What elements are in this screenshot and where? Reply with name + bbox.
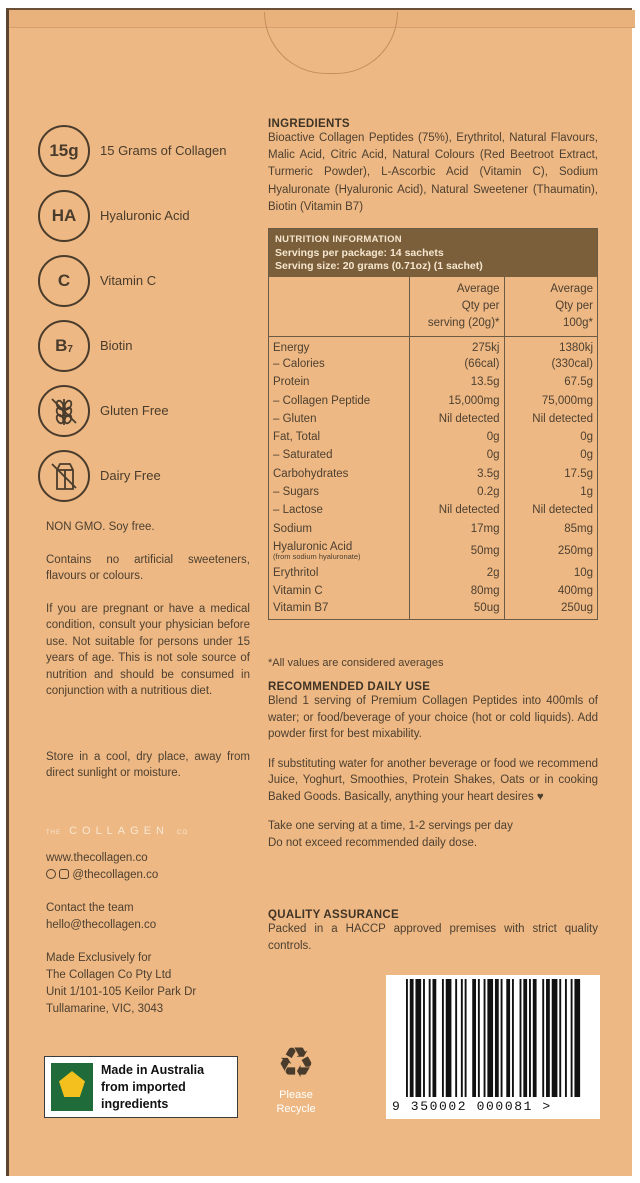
claim-collagen [38,118,258,183]
made-in-australia-text [101,1062,204,1113]
claim-label: Gluten Free [100,403,169,418]
per-serving-value: 0g [409,446,504,464]
nutrient-name: Vitamin C [273,585,323,598]
badge-letter: B [55,335,68,355]
nutrient-name: – Saturated [273,449,333,462]
table-row [269,465,597,483]
social-handle[interactable] [46,867,246,884]
biotin-badge [38,320,90,372]
barcode [386,975,600,1119]
claim-label: 15 Grams of Collagen [100,143,227,158]
per-100g-value: 0g [504,428,597,446]
claims-list [38,118,258,508]
table-row [269,600,597,618]
nutrient-name: Fat, Total [273,431,321,444]
recycle-mark [265,1038,327,1116]
claim-vitamin-c [38,248,258,313]
table-row [269,483,597,501]
website-block [46,850,246,884]
nutrition-panel [268,228,598,620]
per-serving-value: Nil detected [409,501,504,519]
collagen-15g-badge: 15g [38,125,90,177]
per-serving-value: 50ug [409,600,504,618]
instagram-icon [59,869,69,879]
kangaroo-logo-icon [51,1063,93,1111]
footnote-section [268,655,598,672]
address-line: Tullamarine, VIC, 3043 [46,1003,164,1015]
non-gmo-text: NON GMO. Soy free. [46,521,155,533]
daily-use-p3a: Take one serving at a time, 1-2 servings per day [268,820,513,832]
nutrient-name: – Sugars [273,486,320,499]
table-header-row [269,277,597,337]
hyaluronic-acid-badge: HA [38,190,90,242]
per-100g-value: Nil detected [504,410,597,428]
social-handle-text: @thecollagen.co [72,869,159,881]
daily-use-p3b: Do not exceed recommended daily dose. [268,836,478,849]
nutrient-name: Energy [273,341,310,354]
per-serving-value: 0.2g [409,483,504,501]
brand-prefix: THE [46,830,61,836]
per-serving-value: 15,000mg [409,391,504,409]
made-in-australia-label [44,1056,238,1118]
per-100g-value: (330cal) [504,355,597,373]
daily-use-p1: Blend 1 serving of Premium Collagen Peptides into 400mls of water; or food/beverage of your choice (hot or cold liquids). Add powder first for best mixability. [268,695,598,740]
per-serving-value: 80mg [409,582,504,600]
per-serving-value: 13.5g [409,373,504,391]
header-blank [269,277,409,337]
manufacturer-block [46,950,246,1018]
nutrient-name: – Collagen Peptide [273,394,371,407]
per-100g-value: 250mg [504,538,597,564]
nutrient-name-text: Hyaluronic Acid [273,540,353,553]
nutrient-name [269,538,409,564]
contact-label: Contact the team [46,902,134,914]
aus-line: from imported [101,1079,186,1094]
facebook-icon [46,869,56,879]
wheat-crossed-icon [38,385,90,437]
milk-carton-crossed-icon [38,450,90,502]
daily-use-p2: If substituting water for another beverage or food we recommend Juice, Yoghurt, Smoothies, Protein Shakes, Oats or in cooking Baked Goods. Basically, anything your heart desires ♥ [268,757,598,803]
barcode-bars [406,979,582,1097]
quality-title: QUALITY ASSURANCE [268,909,399,921]
recycle-icon: ♻ [277,1039,315,1086]
brand-wordmark [46,825,188,837]
recycle-line: Please [279,1089,313,1101]
per-100g-value: 67.5g [504,373,597,391]
per-100g-value: 17.5g [504,465,597,483]
daily-use-section [268,681,598,851]
aus-line: Made in Australia [101,1062,205,1077]
contact-block [46,900,246,934]
claim-label: Vitamin C [100,273,157,288]
ingredients-section [268,118,598,216]
tuck-notch [264,12,398,74]
storage-text: Store in a cool, dry place, away from direct sunlight or moisture. [46,751,250,780]
claim-label: Dairy Free [100,468,161,483]
table-row [269,355,597,373]
nutrient-name-sub: (from sodium hyaluronate) [273,551,361,561]
no-artificial-text: Contains no artificial sweeteners, flavours or colours. [46,554,250,583]
table-row [269,446,597,464]
serving-size: Serving size: 20 grams (0.71oz) (1 sachet) [275,260,483,272]
per-serving-value: 17mg [409,519,504,537]
warning-text: If you are pregnant or have a medical condition, consult your physician before use. Not suitable for persons under 15 years of age. This is not sole source of nutrition and should be consumed in conjunction with a nutritious diet. [46,603,250,698]
barcode-digits: 9 350002 000081 > [392,1099,552,1114]
header-per-serving: Average Qty per serving (20g)* [409,277,504,337]
table-row [269,582,597,600]
per-100g-value: 1g [504,483,597,501]
per-serving-value: 2g [409,564,504,582]
table-row [269,391,597,409]
aus-line: ingredients [101,1096,169,1111]
ingredients-text: Bioactive Collagen Peptides (75%), Erythritol, Natural Flavours, Malic Acid, Citric Acid, Natural Colours (Red Beetroot Extract, Turmeric Powder), L-Ascorbic Acid (Vitamin C), Sodium Hyaluronate (Hyaluronic Acid), Natural Sweetener (Thaumatin), Biotin (Vitamin B7) [268,132,598,213]
nutrient-name: – Gluten [273,412,317,425]
table-row [269,519,597,537]
nutrient-name: Erythritol [273,566,319,579]
recycle-line: Recycle [276,1103,316,1115]
table-row [269,337,597,355]
per-serving-value: Nil detected [409,410,504,428]
per-serving-value: 0g [409,428,504,446]
servings-per-package: Servings per package: 14 sachets [275,246,444,259]
nutrition-table [269,277,597,619]
header-per-100g: Average Qty per 100g* [504,277,597,337]
claim-hyaluronic [38,183,258,248]
vitamin-c-badge: C [38,255,90,307]
badge-subscript: 7 [67,344,73,355]
quality-section [268,909,598,954]
address-line: Unit 1/101-105 Keilor Park Dr [46,986,197,998]
per-100g-value: 250ug [504,600,597,618]
nutrition-footnote: *All values are considered averages [268,657,444,669]
claim-label: Hyaluronic Acid [100,208,190,223]
nutrition-title: NUTRITION INFORMATION [275,234,402,245]
claim-gluten-free [38,378,258,443]
nutrient-name: Vitamin B7 [273,601,329,614]
table-row [269,410,597,428]
table-row [269,538,597,564]
email-link[interactable]: hello@thecollagen.co [46,919,157,931]
per-100g-value: 0g [504,446,597,464]
nutrient-name: Carbohydrates [273,467,349,480]
per-serving-value: 50mg [409,538,504,564]
quality-text: Packed in a HACCP approved premises with strict quality controls. [268,923,598,952]
table-row [269,373,597,391]
ingredients-title: INGREDIENTS [268,118,350,130]
per-100g-value: 75,000mg [504,391,597,409]
nutrient-name: Sodium [273,522,312,535]
brand-suffix: CO [177,830,189,836]
website-link[interactable]: www.thecollagen.co [46,852,148,864]
per-serving-value: 275kj [409,337,504,355]
daily-use-title: RECOMMENDED DAILY USE [268,681,431,693]
per-100g-value: 10g [504,564,597,582]
per-100g-value: 1380kj [504,337,597,355]
address-line: Made Exclusively for [46,952,152,964]
claim-dairy-free [38,443,258,508]
table-row [269,564,597,582]
nutrient-name: Protein [273,376,310,389]
per-100g-value: 85mg [504,519,597,537]
nutrient-name: – Lactose [273,504,323,517]
table-row [269,428,597,446]
per-100g-value: Nil detected [504,501,597,519]
per-serving-value: 3.5g [409,465,504,483]
nutrition-header [269,229,597,277]
nutrient-name: – Calories [273,357,325,370]
claim-label: Biotin [100,338,133,353]
table-row [269,501,597,519]
per-100g-value: 400mg [504,582,597,600]
nutrition-rows [269,337,597,619]
per-serving-value: (66cal) [409,355,504,373]
claim-biotin [38,313,258,378]
address-line: The Collagen Co Pty Ltd [46,969,172,981]
brand-name: COLLAGEN [69,825,169,837]
